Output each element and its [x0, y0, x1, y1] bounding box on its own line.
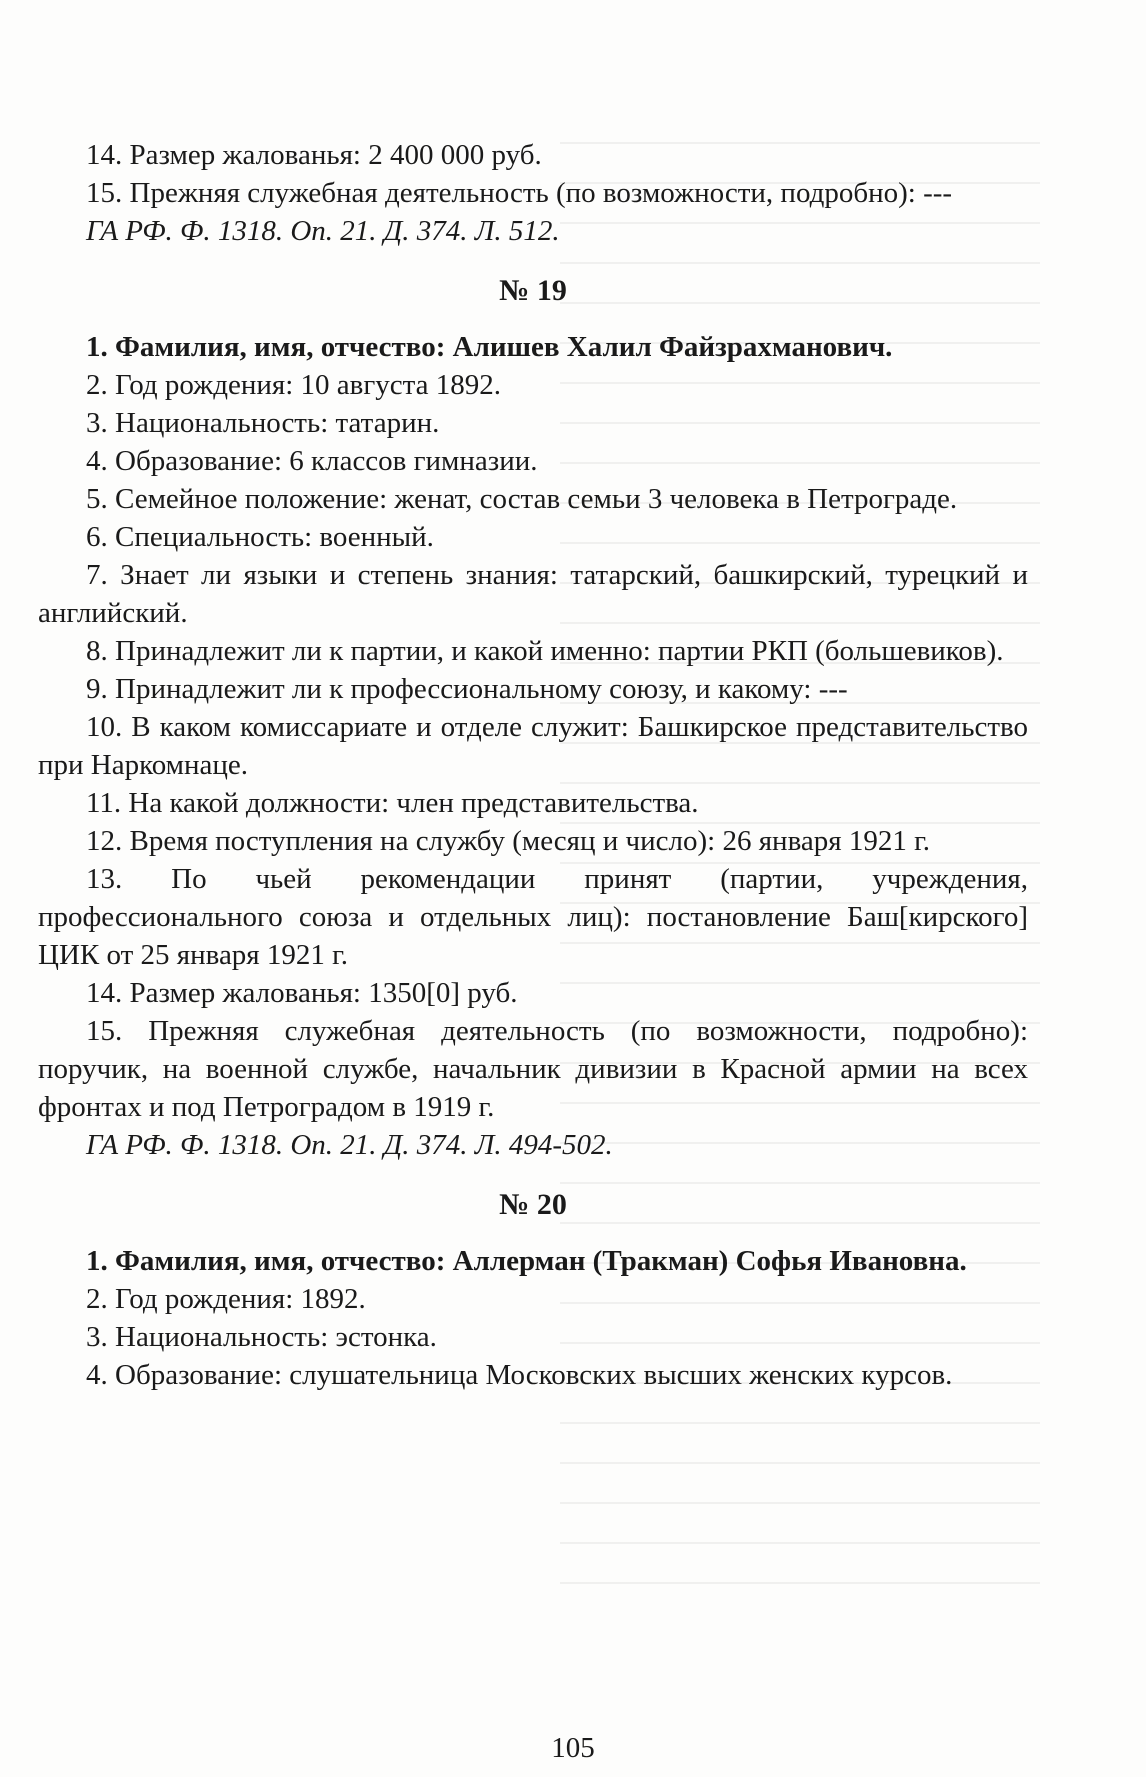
- entry-19-line-5: 5. Семейное положение: женат, состав семьи 3 человека в Петрограде.: [86, 483, 958, 515]
- page-number: 105: [551, 1732, 595, 1764]
- entry-19-line-11: 11. На какой должности: член представительства.: [86, 787, 699, 819]
- entry-19-source: ГА РФ. Ф. 1318. Оп. 21. Д. 374. Л. 494-502.: [86, 1129, 613, 1161]
- entry-19-line-2: 2. Год рождения: 10 августа 1892.: [86, 369, 501, 401]
- entry-19-line-10: 10. В каком комиссариате и отделе служит: Башкирское представительство при Наркомнаце.: [38, 711, 1028, 781]
- entry-20-line-4: 4. Образование: слушательница Московских высших женских курсов.: [86, 1359, 953, 1391]
- entry-19-line-15: 15. Прежняя служебная деятельность (по возможности, подробно): поручик, на военной службе, начальник дивизии в Красной армии на всех фронтах и под Петроградом в 1919 г.: [38, 1015, 1028, 1123]
- prev-prior-service: 15. Прежняя служебная деятельность (по возможности, подробно): ---: [86, 177, 953, 209]
- prev-salary: 14. Размер жалованья: 2 400 000 руб.: [86, 139, 542, 171]
- entry-19-heading: № 19: [499, 274, 567, 307]
- entry-19-line-9: 9. Принадлежит ли к профессиональному союзу, и какому: ---: [86, 673, 848, 705]
- page-body: [38, 136, 1028, 1394]
- entry-19-line-14: 14. Размер жалованья: 1350[0] руб.: [86, 977, 518, 1009]
- entry-20-line-1: 1. Фамилия, имя, отчество: Аллерман (Тракман) Софья Ивановна.: [86, 1245, 967, 1277]
- entry-19-line-13: 13. По чьей рекомендации принят (партии, учреждения, профессионального союза и отдельных лиц): постановление Баш[кирского] ЦИК от 25 января 1921 г.: [38, 863, 1028, 971]
- prev-source: ГА РФ. Ф. 1318. Оп. 21. Д. 374. Л. 512.: [86, 215, 560, 247]
- entry-20-line-2: 2. Год рождения: 1892.: [86, 1283, 366, 1315]
- entry-19-line-3: 3. Национальность: татарин.: [86, 407, 440, 439]
- entry-20-heading: № 20: [499, 1188, 567, 1221]
- entry-19-line-7: 7. Знает ли языки и степень знания: татарский, башкирский, турецкий и английский.: [38, 559, 1028, 629]
- entry-19-line-8: 8. Принадлежит ли к партии, и какой именно: партии РКП (большевиков).: [86, 635, 1004, 667]
- entry-19-line-1: 1. Фамилия, имя, отчество: Алишев Халил Файзрахманович.: [86, 331, 893, 363]
- entry-20-line-3: 3. Национальность: эстонка.: [86, 1321, 437, 1353]
- entry-19-line-6: 6. Специальность: военный.: [86, 521, 434, 553]
- entry-19-line-12: 12. Время поступления на службу (месяц и число): 26 января 1921 г.: [86, 825, 930, 857]
- entry-19-line-4: 4. Образование: 6 классов гимназии.: [86, 445, 538, 477]
